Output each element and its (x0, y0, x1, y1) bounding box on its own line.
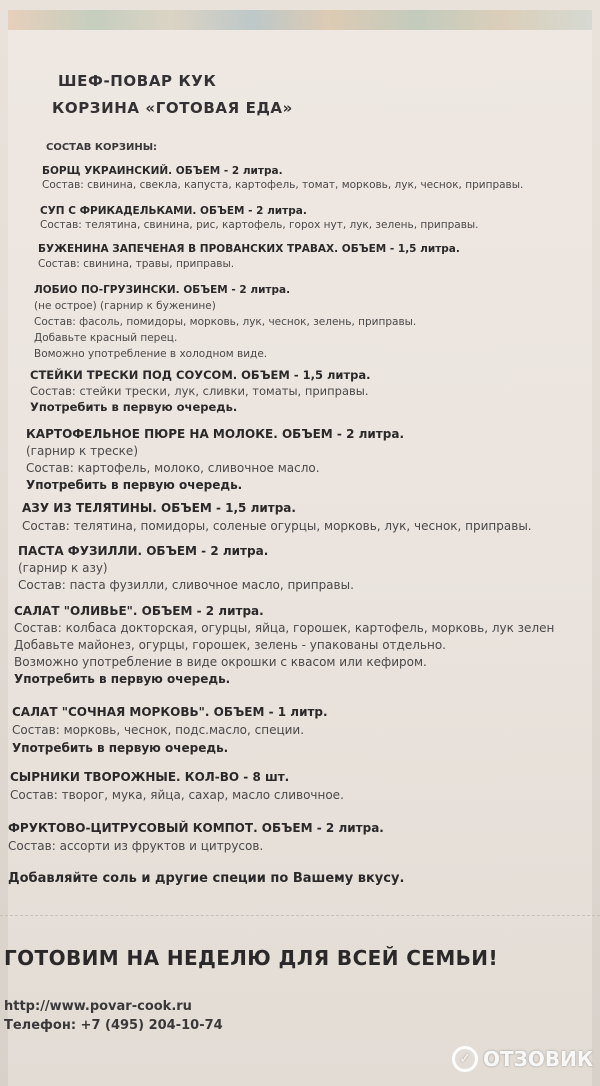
item-title: БУЖЕНИНА ЗАПЕЧЕНАЯ В ПРОВАНСКИХ ТРАВАХ. ОБЪЕМ - 1,5 литра. (38, 243, 460, 255)
watermark (452, 1046, 593, 1072)
phone-number: Телефон: +7 (495) 204-10-74 (4, 1018, 223, 1033)
menu-item (38, 242, 460, 272)
item-note: (не острое) (гарнир к буженине) (34, 300, 216, 312)
item-title: СУП С ФРИКАДЕЛЬКАМИ. ОБЪЕМ - 2 литра. (40, 205, 307, 217)
item-warning: Употребить в первую очередь. (30, 400, 238, 414)
item-warning: Употребить в первую очередь. (26, 478, 243, 492)
menu-item (8, 819, 384, 855)
website-link[interactable]: http://www.povar-cook.ru (4, 999, 192, 1014)
item-ingredients: Состав: телятина, свинина, рис, картофель, горох нут, лук, зелень, приправы. (40, 219, 479, 231)
item-ingredients: Состав: телятина, помидоры, соленые огурцы, морковь, лук, чеснок, приправы. (22, 519, 532, 533)
item-ingredients: Состав: паста фузилли, сливочное масло, приправы. (18, 578, 354, 592)
item-title: ПАСТА ФУЗИЛЛИ. ОБЪЕМ - 2 литра. (18, 544, 269, 558)
item-ingredients: Состав: творог, мука, яйца, сахар, масло сливочное. (10, 788, 344, 802)
item-ingredients: Состав: свинина, свекла, капуста, картофель, томат, морковь, лук, чеснок, приправы. (42, 179, 524, 191)
otzovik-logo-icon: ✓ (452, 1046, 478, 1072)
watermark-text: ОТЗОВИК (483, 1047, 594, 1071)
item-warning: Употребить в первую очередь. (14, 672, 231, 686)
item-ingredients: Состав: колбаса докторская, огурцы, яйца, горошек, картофель, морковь, лук зелен (14, 621, 555, 635)
menu-item (40, 204, 479, 232)
item-note: Возможно употребление в виде окрошки с квасом или кефиром. (14, 655, 427, 669)
item-ingredients: Состав: морковь, чеснок, подс.масло, специи. (12, 723, 305, 737)
item-note: (гарнир к азу) (18, 561, 108, 575)
item-title: КАРТОФЕЛЬНОЕ ПЮРЕ НА МОЛОКЕ. ОБЪЕМ - 2 литра. (26, 427, 405, 441)
item-title: ЛОБИО ПО-ГРУЗИНСКИ. ОБЪЕМ - 2 литра. (34, 284, 291, 296)
item-note: Добавьте красный перец. (34, 332, 178, 344)
seasoning-note: Добавляйте соль и другие специи по Вашему вкусу. (8, 871, 405, 886)
menu-item (30, 367, 370, 415)
menu-item (10, 768, 344, 804)
item-warning: Употребить в первую очередь. (12, 741, 229, 755)
item-title: САЛАТ "ОЛИВЬЕ". ОБЪЕМ - 2 литра. (14, 604, 264, 618)
item-title: САЛАТ "СОЧНАЯ МОРКОВЬ". ОБЪЕМ - 1 литр. (12, 705, 328, 719)
section-title: СОСТАВ КОРЗИНЫ: (46, 142, 158, 153)
item-note: (гарнир к треске) (26, 444, 138, 458)
promo-banner: ГОТОВИМ НА НЕДЕЛЮ ДЛЯ ВСЕЙ СЕМЬИ! (4, 946, 498, 970)
item-title: ФРУКТОВО-ЦИТРУСОВЫЙ КОМПОТ. ОБЪЕМ - 2 литра. (8, 821, 384, 835)
item-ingredients: Состав: ассорти из фруктов и цитрусов. (8, 839, 264, 853)
menu-item (14, 603, 554, 688)
item-note: Воможно употребление в холодном виде. (34, 348, 268, 360)
menu-item (22, 499, 532, 535)
brand-title: ШЕФ-ПОВАР КУК (58, 72, 217, 90)
item-ingredients: Состав: стейки трески, лук, сливки, томаты, приправы. (30, 384, 369, 398)
menu-item (34, 282, 416, 362)
item-ingredients: Состав: свинина, травы, приправы. (38, 258, 235, 270)
item-title: СТЕЙКИ ТРЕСКИ ПОД СОУСОМ. ОБЪЕМ - 1,5 литра. (30, 368, 371, 382)
item-ingredients: Состав: картофель, молоко, сливочное масло. (26, 461, 320, 475)
basket-title: КОРЗИНА «ГОТОВАЯ ЕДА» (52, 99, 293, 117)
item-title: СЫРНИКИ ТВОРОЖНЫЕ. КОЛ-ВО - 8 шт. (10, 770, 290, 784)
item-ingredients: Состав: фасоль, помидоры, морковь, лук, чеснок, зелень, приправы. (34, 316, 417, 328)
item-note: Добавьте майонез, огурцы, горошек, зелень - упакованы отдельно. (14, 638, 446, 652)
menu-item (12, 703, 328, 757)
menu-item (18, 543, 354, 594)
menu-item (26, 426, 404, 494)
item-title: АЗУ ИЗ ТЕЛЯТИНЫ. ОБЪЕМ - 1,5 литра. (22, 501, 296, 515)
menu-item (42, 164, 523, 192)
item-title: БОРЩ УКРАИНСКИЙ. ОБЪЕМ - 2 литра. (42, 165, 283, 177)
